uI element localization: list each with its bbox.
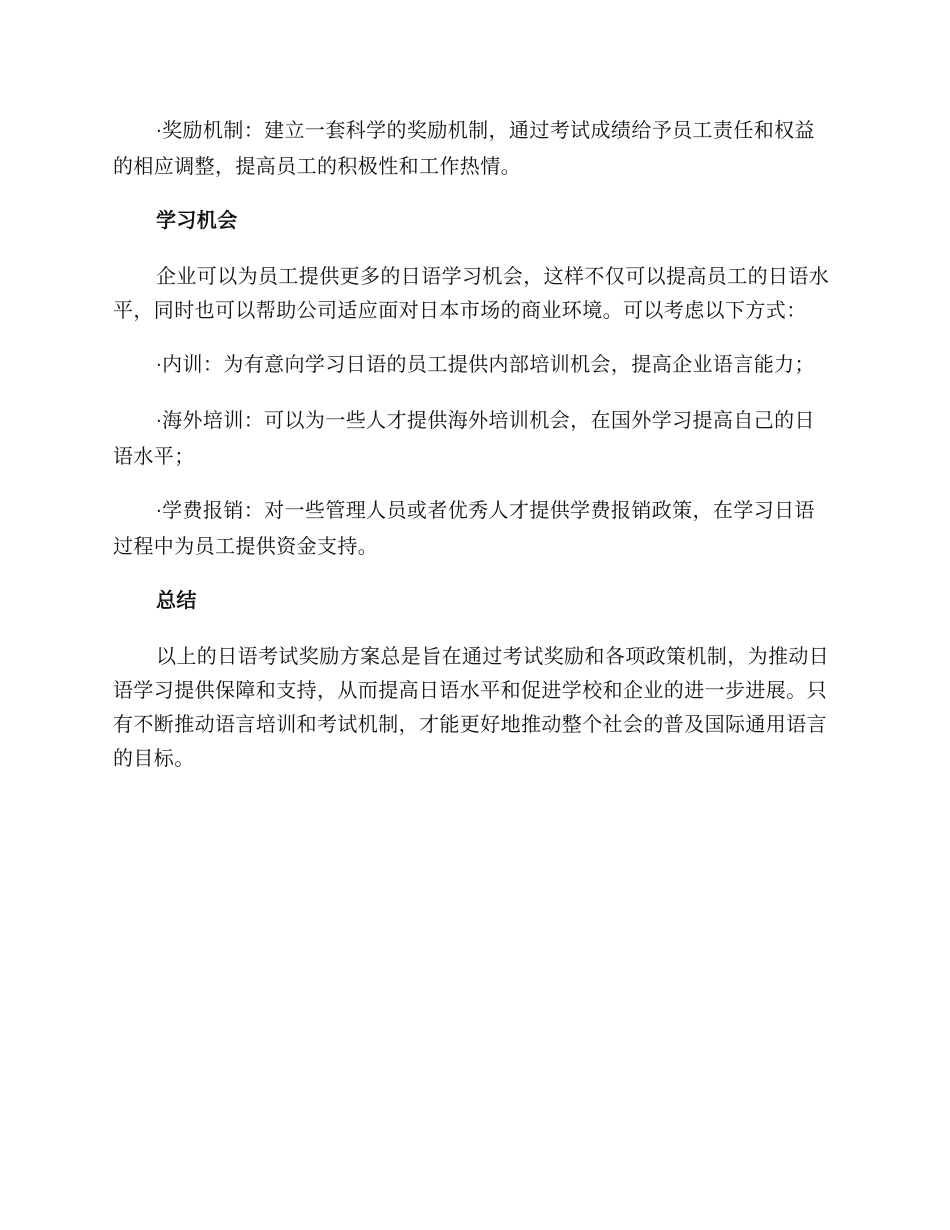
paragraph-summary: 以上的日语考试奖励方案总是旨在通过考试奖励和各项政策机制，为推动日语学习提供保障和支持，从而提高日语水平和促进学校和企业的进一步进展。只有不断推动语言培训和考试机制，才能更好地推动整个社会的普及国际通用语言的目标。: [113, 644, 830, 770]
bullet-text: 学费报销：对一些管理人员或者优秀人才提供学费报销政策，在学习日语过程中为员工提供资金支持。: [113, 498, 815, 558]
bullet-dot: ·: [156, 411, 163, 432]
bullet-text: 奖励机制：建立一套科学的奖励机制，通过考试成绩给予员工责任和权益的相应调整，提高员工的积极性和工作热情。: [113, 118, 815, 178]
bullet-text: 海外培训：可以为一些人才提供海外培训机会，在国外学习提高自己的日语水平；: [113, 408, 815, 468]
bullet-dot: ·: [156, 355, 163, 376]
bullet-internal-training: [113, 347, 833, 383]
section-heading-summary: 总结: [156, 588, 197, 612]
section-heading-learning-opportunities: 学习机会: [156, 208, 238, 232]
document-body: [113, 113, 833, 795]
bullet-text: 内训：为有意向学习日语的员工提供内部培训机会，提高企业语言能力；: [162, 352, 815, 376]
bullet-overseas-training: [113, 403, 833, 473]
paragraph-learning-opportunities: 企业可以为员工提供更多的日语学习机会，这样不仅可以提高员工的日语水平，同时也可以帮助公司适应面对日本市场的商业环境。可以考虑以下方式：: [113, 264, 830, 322]
bullet-dot: ·: [156, 121, 163, 142]
bullet-tuition-reimbursement: [113, 493, 833, 563]
bullet-reward-mechanism: [113, 113, 833, 183]
bullet-dot: ·: [156, 501, 163, 522]
